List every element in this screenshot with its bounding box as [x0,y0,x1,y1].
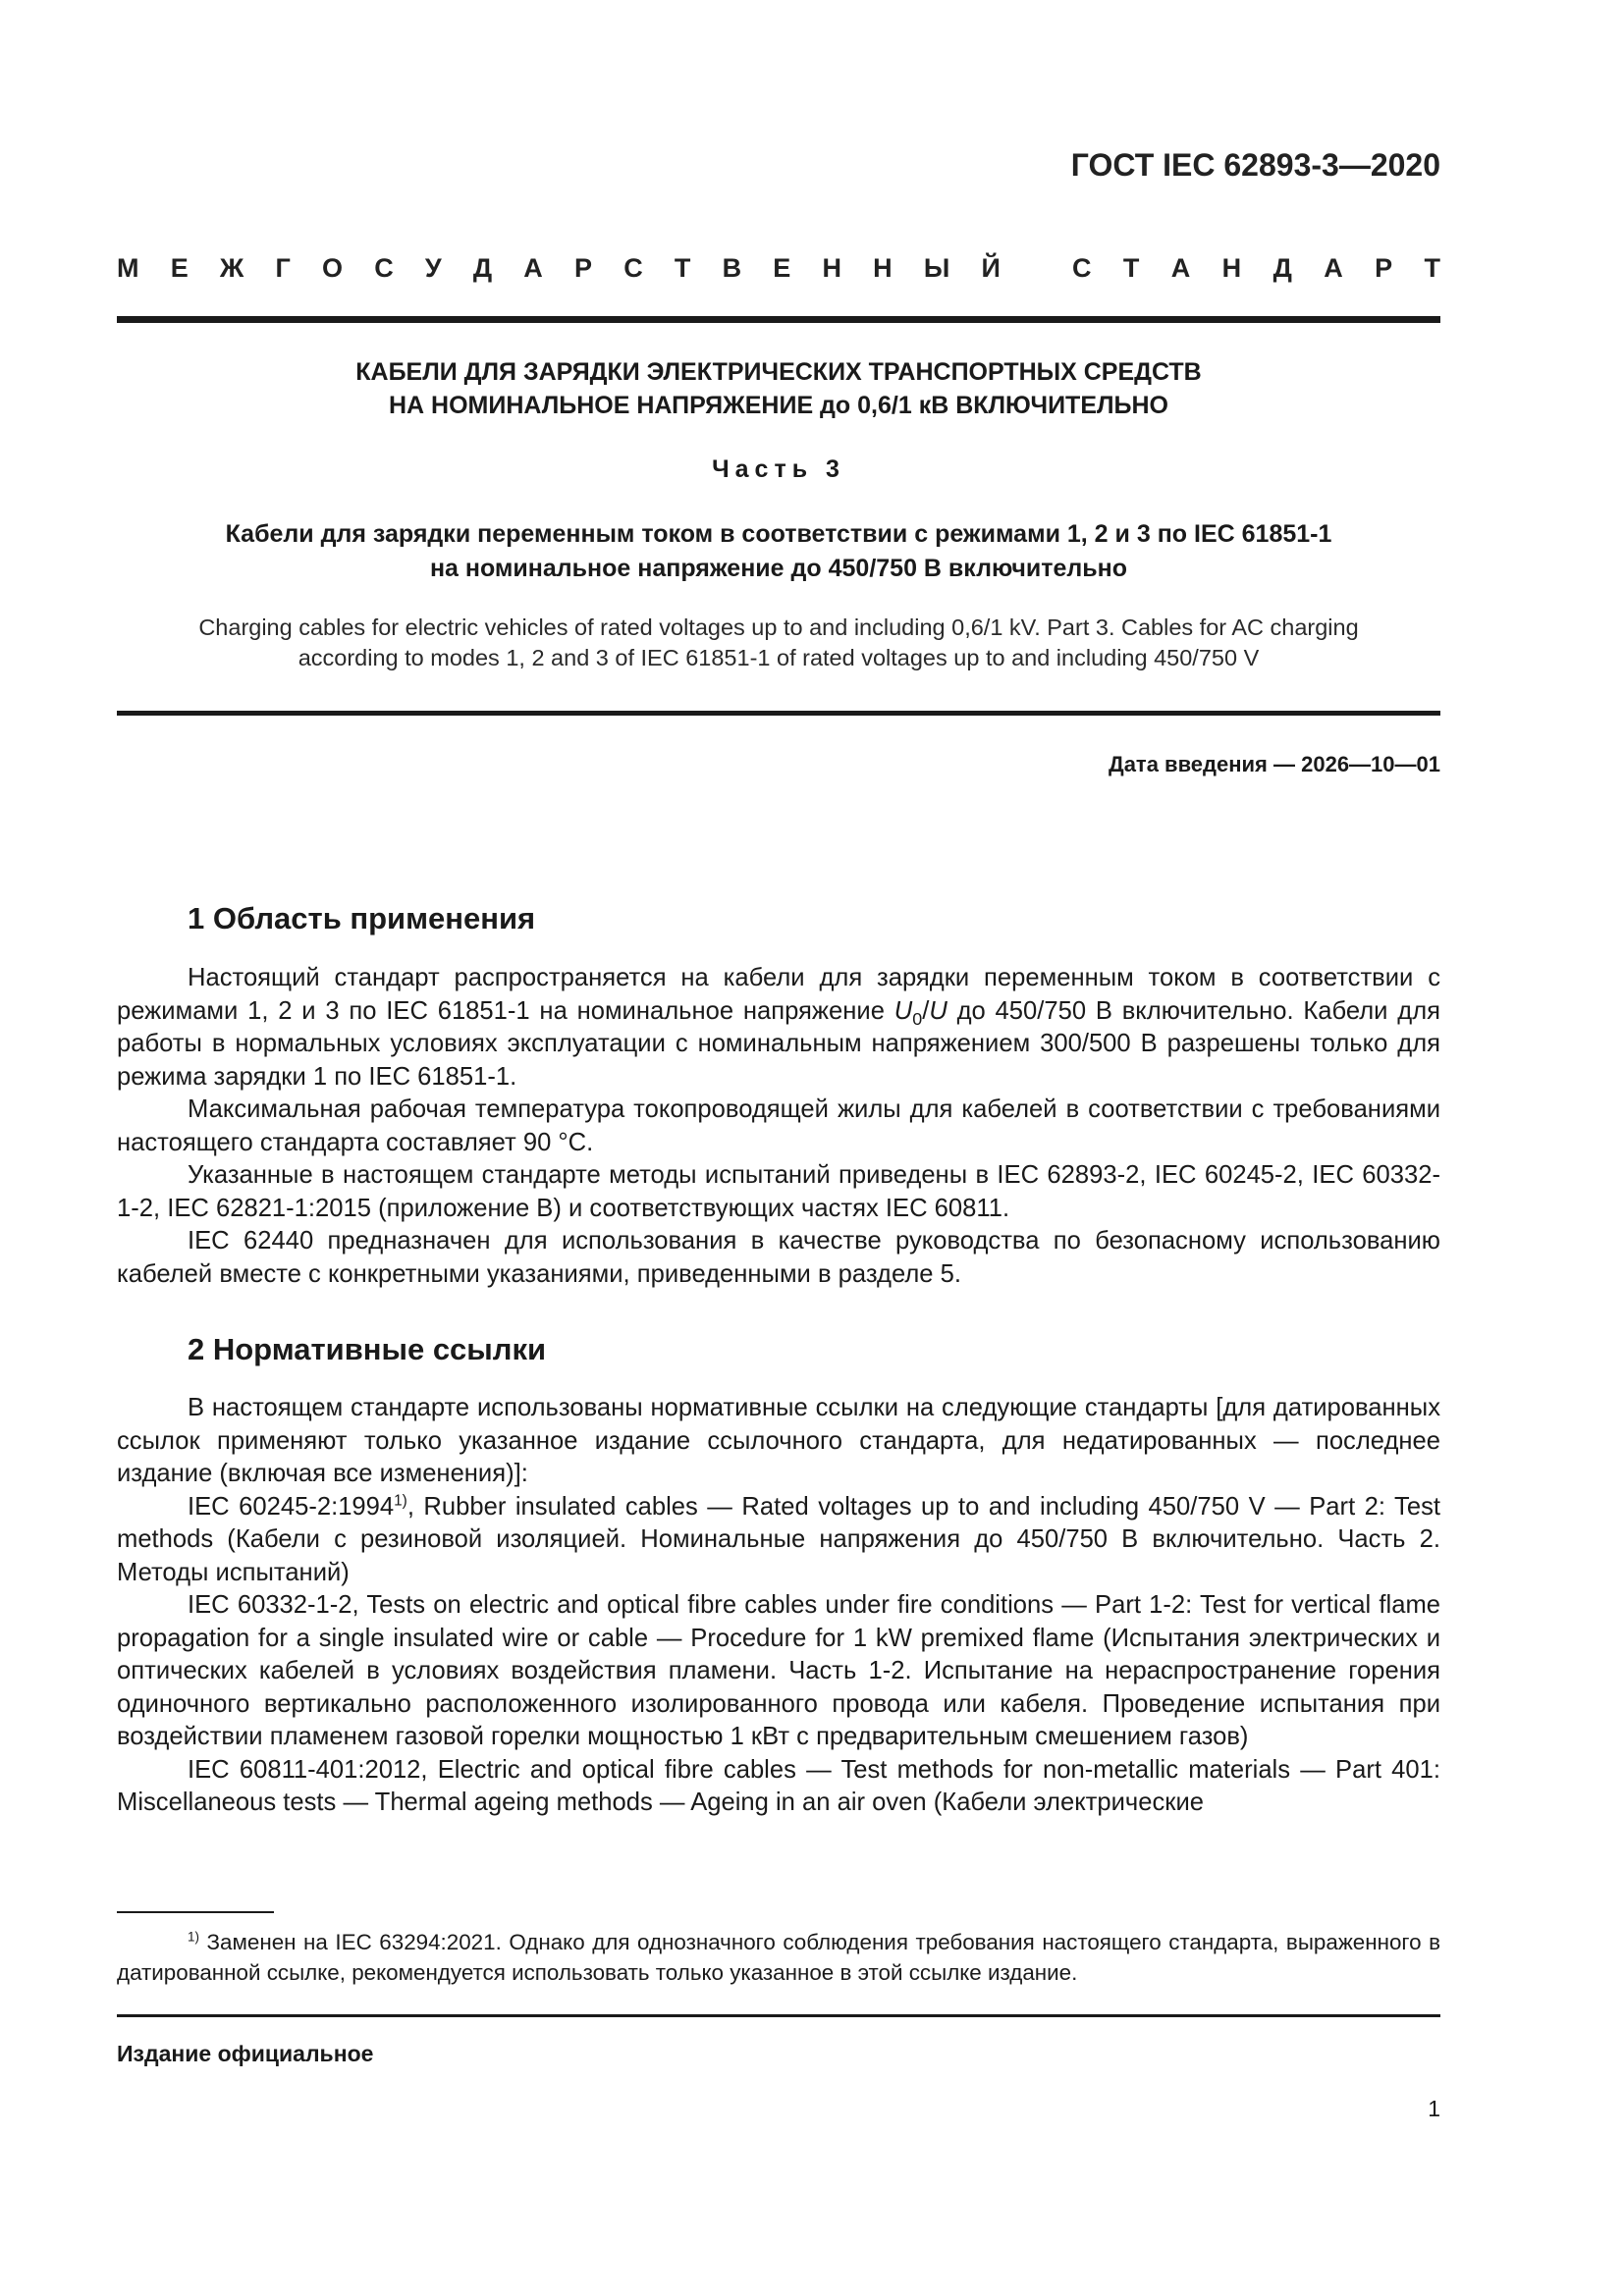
interstate-letter: Ы [923,253,950,283]
section-2-paragraph-1: В настоящем стандарте использованы нормативные ссылки на следующие стандарты [для датированных ссылок применяют только указанное издание ссылочного стандарта, для недатированных — последнее издание (включая все изменения)]: [117,1394,1440,1487]
section-2-paragraph-3: IEC 60332-1-2, Tests on electric and optical fibre cables under fire conditions — Part 1-2: Test for vertical flame propagation for a single insulated wire or cable — Procedure for 1 kW premixed flame (Испытания электрических и оптических кабелей в условиях воздействия пламени. Часть 1-2. Испытание на нераспространение горения одиночного вертикально расположенного изолированного провода или кабеля. Проведение испытания при воздействии пламенем газовой горелки мощностью 1 кВт с предварительным смешением газов) [117,1591,1440,1750]
standard-designation: ГОСТ IEC 62893-3—2020 [1070,147,1440,183]
interstate-word-2 [1072,253,1440,284]
page-number: 1 [1428,2096,1440,2121]
section-2-body [117,1392,1440,1820]
document-title [117,355,1440,422]
standard-letter: Т [1424,253,1440,283]
standard-letter: Т [1122,253,1140,283]
interstate-letter: М [117,253,139,283]
subtitle-line-1: Кабели для зарядки переменным током в соответствии с режимами 1, 2 и 3 по IEC 61851-1 [225,520,1332,548]
section-2-paragraph-2: IEC 60245-2:1994$^{1)}$, Rubber insulated cables — Rated voltages up to and including 450/750 V — Part 2: Test methods (Кабели с резиновой изоляцией. Номинальные напряжения до 450/750 В включительно. Часть 2. Методы испытаний) [117,1491,1440,1586]
english-title-line-1: Charging cables for electric vehicles of rated voltages up to and including 0,6/1 kV. Part 3. Cables for AC charging [198,614,1359,640]
interstate-letter: Ж [219,253,244,283]
interstate-letter: Е [773,253,791,283]
standard-letter: А [1324,253,1343,283]
footnote [117,1927,1440,1988]
standard-letter: А [1170,253,1191,283]
interstate-letter: Й [981,253,1001,283]
standard-letter: Н [1221,253,1242,283]
interstate-letter: С [374,253,394,283]
interstate-letter: Р [573,253,592,283]
title-line-1: КАБЕЛИ ДЛЯ ЗАРЯДКИ ЭЛЕКТРИЧЕСКИХ ТРАНСПОРТНЫХ СРЕДСТВ [355,358,1202,386]
english-title [117,613,1440,673]
document-subtitle [117,517,1440,586]
section-2-heading: 2 Нормативные ссылки [188,1332,547,1366]
interstate-letter: Е [170,253,189,283]
footnote-text: Заменен на IEC 63294:2021. Однако для однозначного соблюдения требования настоящего стандарта, выраженного в датированной ссылке, рекомендуется использовать только указанное в этой ссылке издание. [117,1930,1440,1985]
standard-letter: Д [1272,253,1292,283]
footnote-rule [117,1911,274,1913]
section-1-paragraph-4: IEC 62440 предназначен для использования в качестве руководства по безопасному использованию кабелей вместе с конкретными указаниями, приведенными в разделе 5. [117,1227,1440,1288]
footer-rule [117,2014,1440,2017]
section-1-body [117,962,1440,1291]
top-rule [117,316,1440,323]
interstate-word-1 [117,253,1001,284]
interstate-letter: А [523,253,543,283]
interstate-letter: О [321,253,343,283]
section-1-paragraph-3: Указанные в настоящем стандарте методы испытаний приведены в IEC 62893-2, IEC 60245-2, IEC 60332-1-2, IEC 62821-1:2015 (приложение В) и соответствующих частях IEC 60811. [117,1161,1440,1222]
section-2-paragraph-4: IEC 60811-401:2012, Electric and optical fibre cables — Test methods for non-metallic materials — Part 401: Miscellaneous tests — Thermal ageing methods — Ageing in an air oven (Кабели электрические [117,1755,1440,1816]
interstate-letter: Н [822,253,841,283]
section-1-paragraph-2: Максимальная рабочая температура токопроводящей жилы для кабелей в соответствии с требованиями настоящего стандарта составляет 90 °С. [117,1095,1440,1156]
footnote-mark: 1) [188,1929,199,1945]
subtitle-line-2: на номинальное напряжение до 450/750 В включительно [429,555,1128,582]
title-line-2: НА НОМИНАЛЬНОЕ НАПРЯЖЕНИЕ до 0,6/1 кВ ВКЛЮЧИТЕЛЬНО [388,392,1169,419]
interstate-letter: С [623,253,643,283]
interstate-standard-label [117,253,1440,284]
standard-letter: Р [1375,253,1393,283]
footnote-reference[interactable]: 1) [394,1491,407,1509]
interstate-letter: Г [275,253,291,283]
section-1-heading: 1 Область применения [188,901,536,935]
interstate-letter: У [424,253,442,283]
part-label: Часть 3 [712,455,845,483]
english-title-line-2: according to modes 1, 2 and 3 of IEC 61851-1 of rated voltages up to and including 450/750 V [298,645,1260,670]
official-edition-label: Издание официальное [117,2041,374,2066]
interstate-letter: Д [472,253,493,283]
standard-letter: С [1072,253,1092,283]
introduction-date: Дата введения — 2026—10—01 [1109,752,1440,776]
interstate-letter: Т [674,253,691,283]
title-bottom-rule [117,711,1440,716]
interstate-letter: В [722,253,742,283]
interstate-letter: Н [873,253,893,283]
section-1-paragraph-1: Настоящий стандарт распространяется на кабели для зарядки переменным током в соответствии с режимами 1, 2 и 3 по IEC 61851-1 на номинальное напряжение $U_0/U$ до 450/750 В включительно. Кабели для работы в нормальных условиях эксплуатации с номинальным напряжением 300/500 В разрешены только для режима зарядки 1 по IEC 61851-1. [117,964,1440,1091]
